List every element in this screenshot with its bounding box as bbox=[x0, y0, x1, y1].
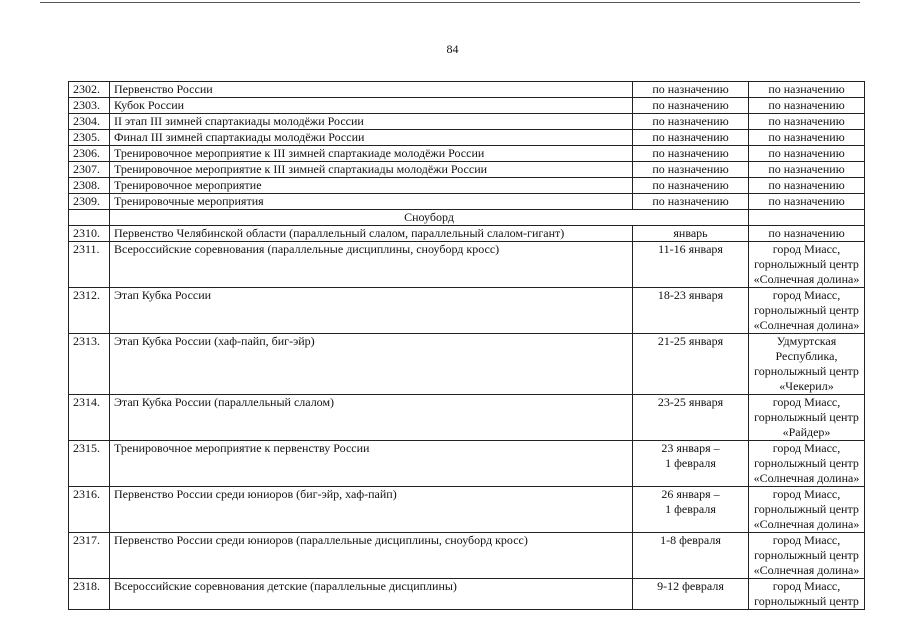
event-place-cell: по назначению bbox=[749, 146, 865, 162]
event-date-cell: 9-12 февраля bbox=[633, 579, 749, 610]
row-number-cell: 2312. bbox=[69, 288, 110, 334]
row-number-cell: 2305. bbox=[69, 130, 110, 146]
table-row bbox=[69, 98, 865, 114]
table-row bbox=[69, 162, 865, 178]
event-name-cell: II этап III зимней спартакиады молодёжи России bbox=[110, 114, 633, 130]
event-date-cell: 23 января – 1 февраля bbox=[633, 441, 749, 487]
event-name-cell: Финал III зимней спартакиады молодёжи России bbox=[110, 130, 633, 146]
row-number-cell: 2317. bbox=[69, 533, 110, 579]
event-place-cell: по назначению bbox=[749, 162, 865, 178]
table-row bbox=[69, 242, 865, 288]
events-table bbox=[68, 81, 865, 610]
event-place-cell: по назначению bbox=[749, 130, 865, 146]
event-date-cell: по назначению bbox=[633, 194, 749, 210]
event-date-cell: январь bbox=[633, 226, 749, 242]
event-name-cell: Тренировочное мероприятие к III зимней спартакиаде молодёжи России bbox=[110, 146, 633, 162]
event-name-cell: Тренировочное мероприятие к III зимней спартакиады молодёжи России bbox=[110, 162, 633, 178]
table-row bbox=[69, 130, 865, 146]
table-row bbox=[69, 226, 865, 242]
event-date-cell: 21-25 января bbox=[633, 334, 749, 395]
event-date-cell: 1-8 февраля bbox=[633, 533, 749, 579]
table-row bbox=[69, 82, 865, 98]
event-place-cell: город Миасс, горнолыжный центр «Солнечная долина» bbox=[749, 487, 865, 533]
row-number-cell: 2311. bbox=[69, 242, 110, 288]
event-place-cell: Удмуртская Республика, горнолыжный центр «Чекерил» bbox=[749, 334, 865, 395]
row-number-cell: 2314. bbox=[69, 395, 110, 441]
event-name-cell: Первенство России среди юниоров (биг-эйр, хаф-пайп) bbox=[110, 487, 633, 533]
section-empty-cell bbox=[69, 210, 110, 226]
event-place-cell: город Миасс, горнолыжный центр «Райдер» bbox=[749, 395, 865, 441]
event-name-cell: Тренировочное мероприятие к первенству России bbox=[110, 441, 633, 487]
table-row bbox=[69, 178, 865, 194]
event-place-cell: по назначению bbox=[749, 194, 865, 210]
event-place-cell: город Миасс, горнолыжный центр bbox=[749, 579, 865, 610]
event-date-cell: по назначению bbox=[633, 130, 749, 146]
section-row bbox=[69, 210, 865, 226]
table-row bbox=[69, 146, 865, 162]
event-place-cell: по назначению bbox=[749, 82, 865, 98]
page-top-rule bbox=[40, 2, 860, 3]
row-number-cell: 2315. bbox=[69, 441, 110, 487]
table-row bbox=[69, 194, 865, 210]
event-date-cell: 11-16 января bbox=[633, 242, 749, 288]
event-name-cell: Первенство России среди юниоров (параллельные дисциплины, сноуборд кросс) bbox=[110, 533, 633, 579]
table-row bbox=[69, 288, 865, 334]
table-row bbox=[69, 114, 865, 130]
event-date-cell: 23-25 января bbox=[633, 395, 749, 441]
event-name-cell: Тренировочные мероприятия bbox=[110, 194, 633, 210]
event-date-cell: по назначению bbox=[633, 98, 749, 114]
table-row bbox=[69, 334, 865, 395]
event-place-cell: город Миасс, горнолыжный центр «Солнечная долина» bbox=[749, 242, 865, 288]
event-date-cell: 18-23 января bbox=[633, 288, 749, 334]
row-number-cell: 2313. bbox=[69, 334, 110, 395]
event-name-cell: Этап Кубка России (хаф-пайп, биг-эйр) bbox=[110, 334, 633, 395]
table-row bbox=[69, 487, 865, 533]
events-table-body bbox=[69, 82, 865, 610]
table-row bbox=[69, 395, 865, 441]
event-name-cell: Всероссийские соревнования детские (параллельные дисциплины) bbox=[110, 579, 633, 610]
event-place-cell: по назначению bbox=[749, 178, 865, 194]
event-date-cell: по назначению bbox=[633, 82, 749, 98]
row-number-cell: 2304. bbox=[69, 114, 110, 130]
event-date-cell: по назначению bbox=[633, 162, 749, 178]
row-number-cell: 2306. bbox=[69, 146, 110, 162]
event-name-cell: Первенство России bbox=[110, 82, 633, 98]
row-number-cell: 2318. bbox=[69, 579, 110, 610]
event-name-cell: Первенство Челябинской области (параллельный слалом, параллельный слалом-гигант) bbox=[110, 226, 633, 242]
event-place-cell: город Миасс, горнолыжный центр «Солнечная долина» bbox=[749, 533, 865, 579]
event-place-cell: по назначению bbox=[749, 114, 865, 130]
row-number-cell: 2310. bbox=[69, 226, 110, 242]
section-title: Сноуборд bbox=[110, 210, 749, 226]
table-row bbox=[69, 579, 865, 610]
event-date-cell: 26 января – 1 февраля bbox=[633, 487, 749, 533]
event-place-cell: по назначению bbox=[749, 226, 865, 242]
event-date-cell: по назначению bbox=[633, 114, 749, 130]
event-date-cell: по назначению bbox=[633, 146, 749, 162]
row-number-cell: 2309. bbox=[69, 194, 110, 210]
event-name-cell: Тренировочное мероприятие bbox=[110, 178, 633, 194]
table-row bbox=[69, 533, 865, 579]
event-name-cell: Всероссийские соревнования (параллельные дисциплины, сноуборд кросс) bbox=[110, 242, 633, 288]
page-number: 84 bbox=[446, 42, 459, 56]
event-place-cell: город Миасс, горнолыжный центр «Солнечная долина» bbox=[749, 288, 865, 334]
event-name-cell: Этап Кубка России (параллельный слалом) bbox=[110, 395, 633, 441]
row-number-cell: 2307. bbox=[69, 162, 110, 178]
row-number-cell: 2316. bbox=[69, 487, 110, 533]
event-name-cell: Кубок России bbox=[110, 98, 633, 114]
row-number-cell: 2308. bbox=[69, 178, 110, 194]
event-name-cell: Этап Кубка России bbox=[110, 288, 633, 334]
row-number-cell: 2303. bbox=[69, 98, 110, 114]
section-empty-cell bbox=[749, 210, 865, 226]
table-row bbox=[69, 441, 865, 487]
event-place-cell: город Миасс, горнолыжный центр «Солнечная долина» bbox=[749, 441, 865, 487]
event-date-cell: по назначению bbox=[633, 178, 749, 194]
row-number-cell: 2302. bbox=[69, 82, 110, 98]
event-place-cell: по назначению bbox=[749, 98, 865, 114]
